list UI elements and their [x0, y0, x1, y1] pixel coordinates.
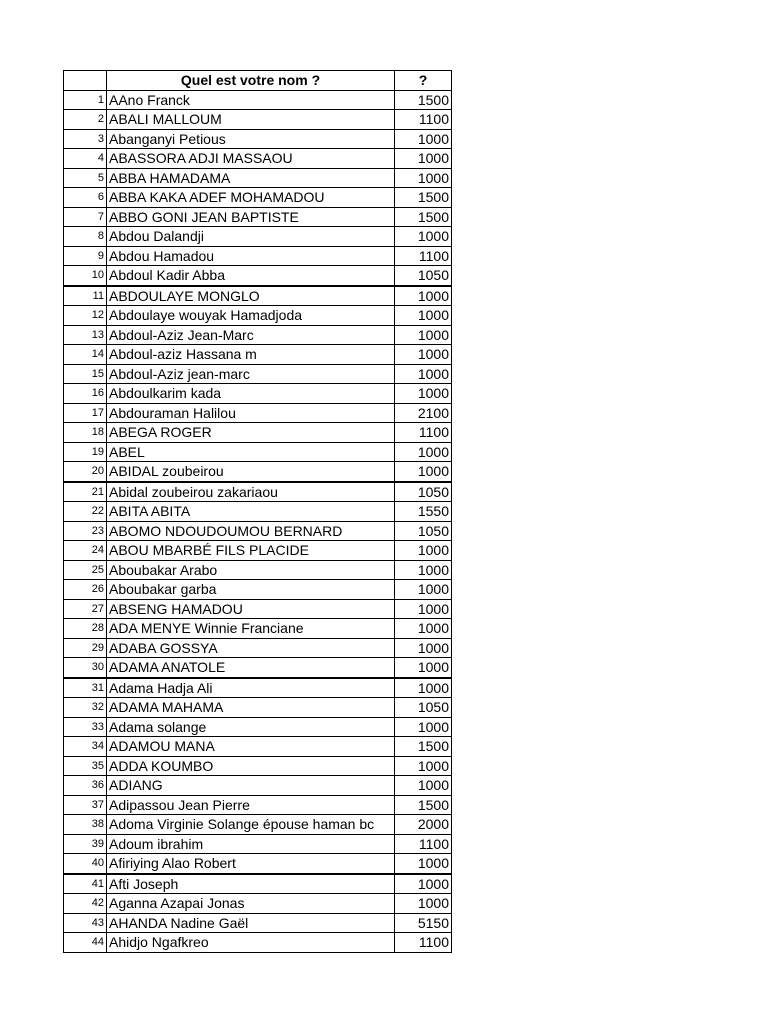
value-cell[interactable]: 1000 — [395, 638, 452, 658]
table-row — [64, 188, 452, 208]
table-row — [64, 403, 452, 423]
value-cell[interactable]: 1050 — [395, 698, 452, 718]
name-cell[interactable]: ABEGA ROGER — [107, 423, 395, 443]
row-number-cell[interactable]: 40 — [64, 854, 107, 874]
row-number-cell[interactable]: 3 — [64, 129, 107, 149]
row-number-cell[interactable]: 37 — [64, 795, 107, 815]
value-cell[interactable]: 1000 — [395, 717, 452, 737]
value-cell[interactable]: 1000 — [395, 384, 452, 404]
value-cell[interactable]: 1000 — [395, 894, 452, 914]
value-cell[interactable]: 1050 — [395, 266, 452, 286]
table-row — [64, 384, 452, 404]
table-row — [64, 894, 452, 914]
table-row — [64, 698, 452, 718]
name-cell[interactable]: Abdou Dalandji — [107, 227, 395, 247]
value-cell[interactable]: 1000 — [395, 678, 452, 698]
name-cell[interactable]: Afti Joseph — [107, 874, 395, 894]
value-cell[interactable]: 1000 — [395, 580, 452, 600]
row-number-cell[interactable]: 2 — [64, 110, 107, 130]
table-row — [64, 678, 452, 698]
value-cell[interactable]: 1000 — [395, 168, 452, 188]
row-number-cell[interactable]: 23 — [64, 521, 107, 541]
name-cell[interactable]: ABOU MBARBÉ FILS PLACIDE — [107, 541, 395, 561]
name-cell[interactable]: Aboubakar Arabo — [107, 560, 395, 580]
value-cell[interactable]: 1000 — [395, 364, 452, 384]
row-number-cell[interactable]: 11 — [64, 286, 107, 306]
name-cell[interactable]: ABASSORA ADJI MASSAOU — [107, 149, 395, 169]
row-number-cell[interactable]: 13 — [64, 325, 107, 345]
name-cell[interactable]: ADA MENYE Winnie Franciane — [107, 619, 395, 639]
table-row — [64, 560, 452, 580]
row-number-cell[interactable]: 22 — [64, 502, 107, 522]
table-row — [64, 541, 452, 561]
value-cell[interactable]: 1000 — [395, 325, 452, 345]
spreadsheet — [63, 70, 451, 953]
row-number-cell[interactable]: 35 — [64, 756, 107, 776]
value-cell[interactable]: 1000 — [395, 129, 452, 149]
value-cell[interactable]: 1100 — [395, 834, 452, 854]
table-row — [64, 149, 452, 169]
row-number-cell[interactable]: 38 — [64, 815, 107, 835]
row-number-cell[interactable]: 18 — [64, 423, 107, 443]
table-row — [64, 638, 452, 658]
value-cell[interactable]: 1050 — [395, 482, 452, 502]
table-row — [64, 286, 452, 306]
value-cell[interactable]: 1000 — [395, 619, 452, 639]
value-cell[interactable]: 1000 — [395, 854, 452, 874]
name-cell[interactable]: ADAMOU MANA — [107, 737, 395, 757]
row-number-cell[interactable]: 25 — [64, 560, 107, 580]
name-cell[interactable]: ABBO GONI JEAN BAPTISTE — [107, 207, 395, 227]
table-row — [64, 168, 452, 188]
table-body — [64, 90, 452, 952]
row-number-cell[interactable]: 41 — [64, 874, 107, 894]
row-number-cell[interactable]: 20 — [64, 462, 107, 482]
name-cell[interactable]: Abdouraman Halilou — [107, 403, 395, 423]
row-number-cell[interactable]: 31 — [64, 678, 107, 698]
row-number-cell[interactable]: 30 — [64, 658, 107, 678]
value-cell[interactable]: 1000 — [395, 560, 452, 580]
name-cell[interactable]: Adoma Virginie Solange épouse haman bc — [107, 815, 395, 835]
value-cell[interactable]: 1500 — [395, 207, 452, 227]
value-cell[interactable]: 1000 — [395, 345, 452, 365]
table-row — [64, 306, 452, 326]
table-row — [64, 795, 452, 815]
table-row — [64, 756, 452, 776]
row-number-cell[interactable]: 14 — [64, 345, 107, 365]
table-row — [64, 658, 452, 678]
header-value-cell[interactable]: ? — [395, 71, 452, 91]
name-cell[interactable]: Abdoul Kadir Abba — [107, 266, 395, 286]
name-cell[interactable]: Afiriying Alao Robert — [107, 854, 395, 874]
table-row — [64, 815, 452, 835]
value-cell[interactable]: 1550 — [395, 502, 452, 522]
value-cell[interactable]: 1500 — [395, 90, 452, 110]
value-cell[interactable]: 1000 — [395, 149, 452, 169]
row-number-cell[interactable]: 33 — [64, 717, 107, 737]
table-row — [64, 580, 452, 600]
table-row — [64, 717, 452, 737]
value-cell[interactable]: 1000 — [395, 462, 452, 482]
value-cell[interactable]: 2100 — [395, 403, 452, 423]
row-number-cell[interactable]: 26 — [64, 580, 107, 600]
value-cell[interactable]: 5150 — [395, 913, 452, 933]
row-number-cell[interactable]: 10 — [64, 266, 107, 286]
name-cell[interactable]: AAno Franck — [107, 90, 395, 110]
table-row — [64, 90, 452, 110]
name-cell[interactable]: ABBA HAMADAMA — [107, 168, 395, 188]
value-cell[interactable]: 1000 — [395, 658, 452, 678]
table-row — [64, 462, 452, 482]
row-number-cell[interactable]: 4 — [64, 149, 107, 169]
name-cell[interactable]: Adama solange — [107, 717, 395, 737]
value-cell[interactable]: 1000 — [395, 306, 452, 326]
name-cell[interactable]: ABBA KAKA ADEF MOHAMADOU — [107, 188, 395, 208]
row-number-cell[interactable]: 5 — [64, 168, 107, 188]
row-number-cell[interactable]: 16 — [64, 384, 107, 404]
data-table — [63, 70, 452, 953]
table-row — [64, 442, 452, 462]
table-row — [64, 325, 452, 345]
name-cell[interactable]: AHANDA Nadine Gaël — [107, 913, 395, 933]
table-row — [64, 364, 452, 384]
row-number-cell[interactable]: 44 — [64, 933, 107, 953]
row-number-cell[interactable]: 29 — [64, 638, 107, 658]
table-row — [64, 776, 452, 796]
value-cell[interactable]: 1000 — [395, 874, 452, 894]
table-row — [64, 227, 452, 247]
name-cell[interactable]: Abdoulkarim kada — [107, 384, 395, 404]
value-cell[interactable]: 1000 — [395, 442, 452, 462]
row-number-cell[interactable]: 42 — [64, 894, 107, 914]
table-row — [64, 521, 452, 541]
row-number-cell[interactable]: 17 — [64, 403, 107, 423]
value-cell[interactable]: 1500 — [395, 188, 452, 208]
name-cell[interactable]: Aganna Azapai Jonas — [107, 894, 395, 914]
name-cell[interactable]: Abanganyi Petious — [107, 129, 395, 149]
name-cell[interactable]: ABITA ABITA — [107, 502, 395, 522]
table-row — [64, 266, 452, 286]
table-row — [64, 737, 452, 757]
header-num-cell[interactable] — [64, 71, 107, 91]
value-cell[interactable]: 1000 — [395, 756, 452, 776]
name-cell[interactable]: ADDA KOUMBO — [107, 756, 395, 776]
table-row — [64, 834, 452, 854]
table-row — [64, 599, 452, 619]
name-cell[interactable]: Adoum ibrahim — [107, 834, 395, 854]
name-cell[interactable]: Abdoul-Aziz Jean-Marc — [107, 325, 395, 345]
header-name-cell[interactable]: Quel est votre nom ? — [107, 71, 395, 91]
row-number-cell[interactable]: 1 — [64, 90, 107, 110]
name-cell[interactable]: ABIDAL zoubeirou — [107, 462, 395, 482]
row-number-cell[interactable]: 8 — [64, 227, 107, 247]
value-cell[interactable]: 1000 — [395, 286, 452, 306]
value-cell[interactable]: 1500 — [395, 795, 452, 815]
row-number-cell[interactable]: 6 — [64, 188, 107, 208]
name-cell[interactable]: Adipassou Jean Pierre — [107, 795, 395, 815]
value-cell[interactable]: 1000 — [395, 599, 452, 619]
name-cell[interactable]: Aboubakar garba — [107, 580, 395, 600]
row-number-cell[interactable]: 39 — [64, 834, 107, 854]
name-cell[interactable]: ABALI MALLOUM — [107, 110, 395, 130]
row-number-cell[interactable]: 32 — [64, 698, 107, 718]
table-row — [64, 854, 452, 874]
row-number-cell[interactable]: 19 — [64, 442, 107, 462]
name-cell[interactable]: Ahidjo Ngafkreo — [107, 933, 395, 953]
row-number-cell[interactable]: 21 — [64, 482, 107, 502]
name-cell[interactable]: ABDOULAYE MONGLO — [107, 286, 395, 306]
row-number-cell[interactable]: 9 — [64, 246, 107, 266]
name-cell[interactable]: ADIANG — [107, 776, 395, 796]
row-number-cell[interactable]: 12 — [64, 306, 107, 326]
name-cell[interactable]: ADAMA MAHAMA — [107, 698, 395, 718]
name-cell[interactable]: ABSENG HAMADOU — [107, 599, 395, 619]
table-row — [64, 933, 452, 953]
value-cell[interactable]: 1000 — [395, 541, 452, 561]
table-row — [64, 502, 452, 522]
row-number-cell[interactable]: 43 — [64, 913, 107, 933]
name-cell[interactable]: Abdoul-Aziz jean-marc — [107, 364, 395, 384]
value-cell[interactable]: 1100 — [395, 933, 452, 953]
row-number-cell[interactable]: 28 — [64, 619, 107, 639]
value-cell[interactable]: 1500 — [395, 737, 452, 757]
value-cell[interactable]: 2000 — [395, 815, 452, 835]
name-cell[interactable]: ADABA GOSSYA — [107, 638, 395, 658]
table-row — [64, 110, 452, 130]
table-row — [64, 129, 452, 149]
table-row — [64, 482, 452, 502]
table-row — [64, 913, 452, 933]
name-cell[interactable]: Abdou Hamadou — [107, 246, 395, 266]
row-number-cell[interactable]: 24 — [64, 541, 107, 561]
row-number-cell[interactable]: 7 — [64, 207, 107, 227]
value-cell[interactable]: 1000 — [395, 227, 452, 247]
name-cell[interactable]: ABEL — [107, 442, 395, 462]
value-cell[interactable]: 1000 — [395, 776, 452, 796]
row-number-cell[interactable]: 36 — [64, 776, 107, 796]
table-row — [64, 423, 452, 443]
row-number-cell[interactable]: 34 — [64, 737, 107, 757]
table-row — [64, 207, 452, 227]
value-cell[interactable]: 1100 — [395, 423, 452, 443]
table-row — [64, 874, 452, 894]
name-cell[interactable]: ABOMO NDOUDOUMOU BERNARD — [107, 521, 395, 541]
value-cell[interactable]: 1050 — [395, 521, 452, 541]
table-row — [64, 619, 452, 639]
value-cell[interactable]: 1100 — [395, 110, 452, 130]
name-cell[interactable]: ADAMA ANATOLE — [107, 658, 395, 678]
value-cell[interactable]: 1100 — [395, 246, 452, 266]
header-row — [64, 71, 452, 91]
name-cell[interactable]: Abdoulaye wouyak Hamadjoda — [107, 306, 395, 326]
row-number-cell[interactable]: 15 — [64, 364, 107, 384]
table-row — [64, 345, 452, 365]
name-cell[interactable]: Abidal zoubeirou zakariaou — [107, 482, 395, 502]
name-cell[interactable]: Abdoul-aziz Hassana m — [107, 345, 395, 365]
name-cell[interactable]: Adama Hadja Ali — [107, 678, 395, 698]
row-number-cell[interactable]: 27 — [64, 599, 107, 619]
table-row — [64, 246, 452, 266]
